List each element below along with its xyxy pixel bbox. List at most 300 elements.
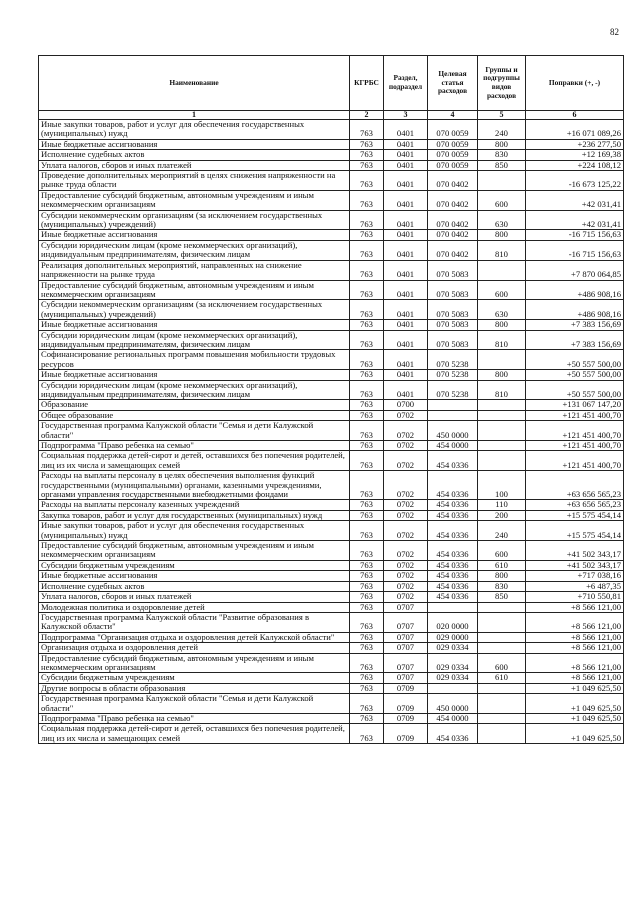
row-sum: +121 451 400,70 [526, 441, 624, 451]
row-csr: 454 0336 [428, 471, 478, 500]
row-sum: +63 656 565,23 [526, 500, 624, 510]
row-name: Субсидии некоммерческим организациям (за исключением государственных (муниципальных) учреждений) [39, 300, 350, 320]
header-razdel: Раздел, подраздел [384, 56, 428, 111]
row-csr [428, 602, 478, 612]
row-razdel: 0700 [384, 400, 428, 410]
row-vr [478, 400, 526, 410]
table-row [39, 240, 624, 260]
row-kgrbs: 763 [350, 380, 384, 400]
column-index: 4 [428, 111, 478, 120]
row-name: Организация отдыха и оздоровления детей [39, 643, 350, 653]
row-sum: +16 071 089,26 [526, 120, 624, 140]
row-sum: +121 451 400,70 [526, 451, 624, 471]
table-row [39, 724, 624, 744]
row-vr: 240 [478, 521, 526, 541]
row-razdel: 0702 [384, 441, 428, 451]
row-name: Расходы на выплаты персоналу в целях обеспечения выполнения функций государственными (муниципальными) органами, казенными учреждениями, органами управления государственными внебюджетными фондами [39, 471, 350, 500]
row-kgrbs: 763 [350, 120, 384, 140]
row-kgrbs: 763 [350, 421, 384, 441]
row-name: Проведение дополнительных мероприятий в целях снижения напряженности на рынке труда области [39, 171, 350, 191]
row-razdel: 0401 [384, 139, 428, 149]
row-csr: 454 0336 [428, 592, 478, 602]
table-row [39, 683, 624, 693]
table-row [39, 643, 624, 653]
row-kgrbs: 763 [350, 581, 384, 591]
row-vr: 830 [478, 150, 526, 160]
row-razdel: 0702 [384, 471, 428, 500]
row-sum: -16 715 156,63 [526, 230, 624, 240]
row-csr: 070 0059 [428, 120, 478, 140]
row-sum: +717 038,16 [526, 571, 624, 581]
row-name: Софинансирование региональных программ повышения мобильности трудовых ресурсов [39, 350, 350, 370]
row-kgrbs: 763 [350, 673, 384, 683]
table-row [39, 380, 624, 400]
row-name: Предоставление субсидий бюджетным, автономным учреждениям и иным некоммерческим организациям [39, 653, 350, 673]
row-kgrbs: 763 [350, 632, 384, 642]
row-sum: -16 673 125,22 [526, 171, 624, 191]
row-kgrbs: 763 [350, 602, 384, 612]
table-row [39, 541, 624, 561]
row-vr [478, 713, 526, 723]
row-name: Подпрограмма "Организация отдыха и оздоровления детей Калужской области" [39, 632, 350, 642]
row-sum: +8 566 121,00 [526, 643, 624, 653]
row-name: Реализация дополнительных мероприятий, направленных на снижение напряженности на рынке труда [39, 260, 350, 280]
row-name: Субсидии юридическим лицам (кроме некоммерческих организаций), индивидуальным предпринимателям, физическим лицам [39, 380, 350, 400]
row-sum: +15 575 454,14 [526, 521, 624, 541]
table-row [39, 612, 624, 632]
row-csr: 454 0336 [428, 581, 478, 591]
row-sum: +710 550,81 [526, 592, 624, 602]
row-sum: +42 031,41 [526, 190, 624, 210]
row-name: Расходы на выплаты персоналу казенных учреждений [39, 500, 350, 510]
row-kgrbs: 763 [350, 280, 384, 300]
row-csr: 029 0334 [428, 653, 478, 673]
row-sum: +63 656 565,23 [526, 471, 624, 500]
table-row [39, 694, 624, 714]
row-razdel: 0707 [384, 612, 428, 632]
row-csr: 070 5083 [428, 330, 478, 350]
row-razdel: 0401 [384, 300, 428, 320]
row-kgrbs: 763 [350, 694, 384, 714]
row-razdel: 0401 [384, 320, 428, 330]
row-vr: 810 [478, 380, 526, 400]
row-vr: 240 [478, 120, 526, 140]
table-row [39, 560, 624, 570]
row-kgrbs: 763 [350, 150, 384, 160]
row-razdel: 0702 [384, 410, 428, 420]
row-kgrbs: 763 [350, 724, 384, 744]
row-name: Иные бюджетные ассигнования [39, 139, 350, 149]
row-razdel: 0401 [384, 380, 428, 400]
row-sum: +121 451 400,70 [526, 410, 624, 420]
row-vr: 800 [478, 370, 526, 380]
row-razdel: 0709 [384, 694, 428, 714]
row-razdel: 0401 [384, 190, 428, 210]
row-name: Подпрограмма "Право ребенка на семью" [39, 441, 350, 451]
row-csr: 070 0059 [428, 150, 478, 160]
row-kgrbs: 763 [350, 300, 384, 320]
row-razdel: 0702 [384, 451, 428, 471]
row-sum: +1 049 625,50 [526, 694, 624, 714]
row-kgrbs: 763 [350, 160, 384, 170]
row-vr: 610 [478, 673, 526, 683]
row-sum: +1 049 625,50 [526, 713, 624, 723]
row-sum: +8 566 121,00 [526, 673, 624, 683]
row-vr: 100 [478, 471, 526, 500]
row-vr: 600 [478, 280, 526, 300]
row-name: Закупка товаров, работ и услуг для государственных (муниципальных) нужд [39, 510, 350, 520]
row-sum: +486 908,16 [526, 280, 624, 300]
header-csr: Целевая статья расходов [428, 56, 478, 111]
row-vr [478, 171, 526, 191]
row-vr: 600 [478, 653, 526, 673]
column-index: 3 [384, 111, 428, 120]
row-vr: 600 [478, 190, 526, 210]
row-sum: +41 502 343,17 [526, 541, 624, 561]
page-number: 82 [610, 27, 619, 37]
row-kgrbs: 763 [350, 190, 384, 210]
row-csr: 454 0336 [428, 560, 478, 570]
row-vr: 850 [478, 160, 526, 170]
header-vr: Группы и подгруппы видов расходов [478, 56, 526, 111]
column-index-row [39, 111, 624, 120]
row-csr: 070 0402 [428, 240, 478, 260]
table-row [39, 421, 624, 441]
row-name: Предоставление субсидий бюджетным, автономным учреждениям и иным некоммерческим организациям [39, 280, 350, 300]
row-vr [478, 694, 526, 714]
row-name: Уплата налогов, сборов и иных платежей [39, 160, 350, 170]
row-name: Иные закупки товаров, работ и услуг для обеспечения государственных (муниципальных) нужд [39, 521, 350, 541]
row-kgrbs: 763 [350, 139, 384, 149]
row-razdel: 0709 [384, 683, 428, 693]
row-kgrbs: 763 [350, 260, 384, 280]
row-csr: 070 0402 [428, 171, 478, 191]
row-vr [478, 421, 526, 441]
table-row [39, 571, 624, 581]
row-name: Социальная поддержка детей-сирот и детей, оставшихся без попечения родителей, лиц из их числа и замещающих семей [39, 724, 350, 744]
row-name: Государственная программа Калужской области "Семья и дети Калужской области" [39, 694, 350, 714]
row-name: Предоставление субсидий бюджетным, автономным учреждениям и иным некоммерческим организациям [39, 541, 350, 561]
row-razdel: 0702 [384, 541, 428, 561]
row-razdel: 0709 [384, 724, 428, 744]
row-kgrbs: 763 [350, 210, 384, 230]
row-vr: 800 [478, 230, 526, 240]
table-row [39, 320, 624, 330]
row-sum: +50 557 500,00 [526, 380, 624, 400]
row-razdel: 0702 [384, 581, 428, 591]
row-sum: +236 277,50 [526, 139, 624, 149]
table-row [39, 602, 624, 612]
row-sum: +1 049 625,50 [526, 683, 624, 693]
row-razdel: 0401 [384, 350, 428, 370]
row-razdel: 0702 [384, 510, 428, 520]
row-vr [478, 612, 526, 632]
header-sum: Поправки (+, -) [526, 56, 624, 111]
row-sum: -16 715 156,63 [526, 240, 624, 260]
row-name: Общее образование [39, 410, 350, 420]
row-csr: 454 0000 [428, 441, 478, 451]
header-kgrbs: КГРБС [350, 56, 384, 111]
row-kgrbs: 763 [350, 571, 384, 581]
table-row [39, 521, 624, 541]
row-razdel: 0709 [384, 713, 428, 723]
row-name: Иные закупки товаров, работ и услуг для обеспечения государственных (муниципальных) нужд [39, 120, 350, 140]
column-index: 6 [526, 111, 624, 120]
row-razdel: 0401 [384, 160, 428, 170]
column-index: 5 [478, 111, 526, 120]
row-kgrbs: 763 [350, 441, 384, 451]
table-row [39, 260, 624, 280]
row-razdel: 0707 [384, 632, 428, 642]
row-razdel: 0401 [384, 280, 428, 300]
table-row [39, 500, 624, 510]
row-vr: 110 [478, 500, 526, 510]
row-kgrbs: 763 [350, 653, 384, 673]
row-name: Иные бюджетные ассигнования [39, 370, 350, 380]
row-vr [478, 683, 526, 693]
table-row [39, 370, 624, 380]
table-row [39, 653, 624, 673]
table-row [39, 300, 624, 320]
row-name: Молодежная политика и оздоровление детей [39, 602, 350, 612]
table-row [39, 441, 624, 451]
row-razdel: 0401 [384, 150, 428, 160]
row-sum: +8 566 121,00 [526, 653, 624, 673]
table-row [39, 280, 624, 300]
row-csr: 454 0336 [428, 510, 478, 520]
row-kgrbs: 763 [350, 330, 384, 350]
row-sum: +50 557 500,00 [526, 370, 624, 380]
row-vr [478, 441, 526, 451]
table-row [39, 713, 624, 723]
table-row [39, 471, 624, 500]
table-row [39, 120, 624, 140]
table-row [39, 230, 624, 240]
row-name: Субсидии юридическим лицам (кроме некоммерческих организаций), индивидуальным предпринимателям, физическим лицам [39, 240, 350, 260]
row-name: Субсидии бюджетным учреждениям [39, 560, 350, 570]
row-vr: 800 [478, 571, 526, 581]
row-sum: +8 566 121,00 [526, 632, 624, 642]
table-row [39, 400, 624, 410]
row-csr: 070 0402 [428, 190, 478, 210]
row-sum: +224 108,12 [526, 160, 624, 170]
row-csr: 070 0402 [428, 230, 478, 240]
row-vr: 610 [478, 560, 526, 570]
row-kgrbs: 763 [350, 560, 384, 570]
row-sum: +131 067 147,20 [526, 400, 624, 410]
row-vr [478, 724, 526, 744]
row-name: Государственная программа Калужской области "Семья и дети Калужской области" [39, 421, 350, 441]
row-vr: 630 [478, 210, 526, 230]
row-vr: 830 [478, 581, 526, 591]
row-sum: +41 502 343,17 [526, 560, 624, 570]
row-kgrbs: 763 [350, 171, 384, 191]
row-razdel: 0401 [384, 370, 428, 380]
row-csr: 070 5238 [428, 370, 478, 380]
row-razdel: 0707 [384, 673, 428, 683]
column-index: 2 [350, 111, 384, 120]
row-razdel: 0401 [384, 171, 428, 191]
row-csr: 070 5238 [428, 350, 478, 370]
row-name: Подпрограмма "Право ребенка на семью" [39, 713, 350, 723]
row-kgrbs: 763 [350, 612, 384, 632]
table-row [39, 171, 624, 191]
row-csr: 070 5083 [428, 260, 478, 280]
row-kgrbs: 763 [350, 643, 384, 653]
row-csr: 450 0000 [428, 421, 478, 441]
row-csr: 454 0336 [428, 521, 478, 541]
row-csr: 029 0000 [428, 632, 478, 642]
row-csr: 070 0059 [428, 160, 478, 170]
row-razdel: 0702 [384, 500, 428, 510]
row-kgrbs: 763 [350, 451, 384, 471]
column-index: 1 [39, 111, 350, 120]
row-sum: +15 575 454,14 [526, 510, 624, 520]
row-sum: +42 031,41 [526, 210, 624, 230]
row-kgrbs: 763 [350, 500, 384, 510]
row-razdel: 0702 [384, 560, 428, 570]
row-sum: +8 566 121,00 [526, 602, 624, 612]
row-razdel: 0702 [384, 571, 428, 581]
row-name: Субсидии бюджетным учреждениям [39, 673, 350, 683]
row-razdel: 0702 [384, 592, 428, 602]
row-kgrbs: 763 [350, 370, 384, 380]
row-name: Уплата налогов, сборов и иных платежей [39, 592, 350, 602]
header-name: Наименование [39, 56, 350, 111]
row-sum: +12 169,38 [526, 150, 624, 160]
row-sum: +6 487,35 [526, 581, 624, 591]
row-razdel: 0707 [384, 643, 428, 653]
row-razdel: 0702 [384, 421, 428, 441]
row-vr [478, 350, 526, 370]
row-csr: 454 0336 [428, 571, 478, 581]
row-kgrbs: 763 [350, 683, 384, 693]
table-row [39, 510, 624, 520]
row-name: Социальная поддержка детей-сирот и детей, оставшихся без попечения родителей, лиц из их числа и замещающих семей [39, 451, 350, 471]
row-sum: +486 908,16 [526, 300, 624, 320]
row-kgrbs: 763 [350, 400, 384, 410]
row-sum: +7 383 156,69 [526, 330, 624, 350]
row-kgrbs: 763 [350, 471, 384, 500]
row-razdel: 0401 [384, 330, 428, 350]
row-csr: 454 0336 [428, 451, 478, 471]
row-csr: 454 0000 [428, 713, 478, 723]
row-name: Исполнение судебных актов [39, 581, 350, 591]
row-csr [428, 683, 478, 693]
table-row [39, 410, 624, 420]
row-vr [478, 410, 526, 420]
row-razdel: 0401 [384, 120, 428, 140]
table-row [39, 330, 624, 350]
row-csr: 029 0334 [428, 673, 478, 683]
row-sum: +8 566 121,00 [526, 612, 624, 632]
row-name: Государственная программа Калужской области "Развитие образования в Калужской области" [39, 612, 350, 632]
row-sum: +1 049 625,50 [526, 724, 624, 744]
row-csr [428, 400, 478, 410]
row-name: Субсидии юридическим лицам (кроме некоммерческих организаций), индивидуальным предпринимателям, физическим лицам [39, 330, 350, 350]
table-row [39, 350, 624, 370]
row-sum: +50 557 500,00 [526, 350, 624, 370]
table-row [39, 210, 624, 230]
budget-table [38, 55, 624, 744]
row-razdel: 0707 [384, 602, 428, 612]
row-razdel: 0401 [384, 240, 428, 260]
row-name: Образование [39, 400, 350, 410]
row-vr [478, 602, 526, 612]
row-vr [478, 451, 526, 471]
row-kgrbs: 763 [350, 510, 384, 520]
row-kgrbs: 763 [350, 410, 384, 420]
row-razdel: 0401 [384, 230, 428, 240]
row-csr [428, 410, 478, 420]
row-csr: 070 5083 [428, 300, 478, 320]
row-vr [478, 260, 526, 280]
row-csr: 070 0059 [428, 139, 478, 149]
row-name: Предоставление субсидий бюджетным, автономным учреждениям и иным некоммерческим организациям [39, 190, 350, 210]
row-vr: 850 [478, 592, 526, 602]
row-kgrbs: 763 [350, 541, 384, 561]
table-row [39, 673, 624, 683]
row-vr: 800 [478, 320, 526, 330]
row-kgrbs: 763 [350, 350, 384, 370]
row-csr: 450 0000 [428, 694, 478, 714]
row-vr: 810 [478, 240, 526, 260]
row-razdel: 0702 [384, 521, 428, 541]
row-razdel: 0401 [384, 260, 428, 280]
row-vr: 800 [478, 139, 526, 149]
row-sum: +121 451 400,70 [526, 421, 624, 441]
row-kgrbs: 763 [350, 713, 384, 723]
row-csr: 070 5083 [428, 280, 478, 300]
table-row [39, 451, 624, 471]
row-vr: 600 [478, 541, 526, 561]
table-row [39, 190, 624, 210]
row-csr: 070 0402 [428, 210, 478, 230]
row-kgrbs: 763 [350, 521, 384, 541]
row-vr: 630 [478, 300, 526, 320]
table-row [39, 592, 624, 602]
row-name: Субсидии некоммерческим организациям (за исключением государственных (муниципальных) учреждений) [39, 210, 350, 230]
table-row [39, 632, 624, 642]
row-name: Исполнение судебных актов [39, 150, 350, 160]
row-kgrbs: 763 [350, 320, 384, 330]
table-body [39, 111, 624, 744]
row-vr [478, 643, 526, 653]
row-razdel: 0707 [384, 653, 428, 673]
row-kgrbs: 763 [350, 240, 384, 260]
table-row [39, 139, 624, 149]
table-row [39, 160, 624, 170]
row-kgrbs: 763 [350, 592, 384, 602]
row-vr: 200 [478, 510, 526, 520]
row-csr: 070 5238 [428, 380, 478, 400]
row-csr: 454 0336 [428, 541, 478, 561]
row-name: Другие вопросы в области образования [39, 683, 350, 693]
table-header-row [39, 56, 624, 111]
row-vr: 810 [478, 330, 526, 350]
table-row [39, 150, 624, 160]
row-kgrbs: 763 [350, 230, 384, 240]
table-row [39, 581, 624, 591]
row-csr: 020 0000 [428, 612, 478, 632]
row-csr: 029 0334 [428, 643, 478, 653]
row-csr: 454 0336 [428, 500, 478, 510]
row-name: Иные бюджетные ассигнования [39, 571, 350, 581]
row-razdel: 0401 [384, 210, 428, 230]
row-name: Иные бюджетные ассигнования [39, 320, 350, 330]
row-csr: 454 0336 [428, 724, 478, 744]
row-name: Иные бюджетные ассигнования [39, 230, 350, 240]
